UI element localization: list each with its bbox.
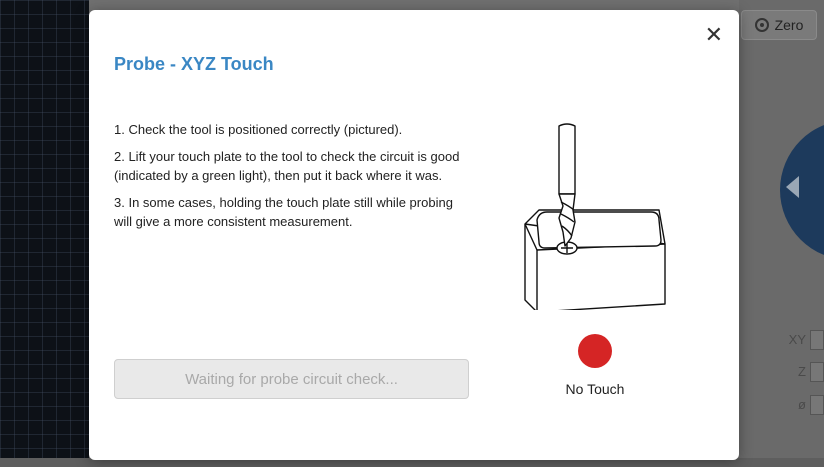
dialog-title: Probe - XYZ Touch (114, 54, 274, 74)
probe-illustration (519, 114, 669, 310)
jog-row-button[interactable] (810, 395, 824, 415)
zero-button[interactable] (741, 10, 817, 40)
target-icon (755, 18, 769, 32)
probe-dialog (89, 10, 739, 460)
instruction-step: 1. Check the tool is positioned correctly (pictured). (114, 122, 403, 137)
jog-row-label: ø (798, 397, 806, 412)
instruction-step: 2. Lift your touch plate to the tool to check the circuit is good (indicated by a green light), then put it back where it was. (114, 149, 460, 183)
jog-row-label: Z (798, 364, 806, 379)
probe-status-light (578, 334, 612, 368)
instruction-step: 3. In some cases, holding the touch plate still while probing will give a more consistent measurement. (114, 195, 453, 229)
close-icon[interactable]: ✕ (704, 22, 723, 47)
arrow-left-icon[interactable] (786, 176, 799, 198)
jog-row-button[interactable] (810, 362, 824, 382)
probe-status-text: No Touch (565, 381, 625, 397)
instructions (114, 120, 464, 239)
probe-wait-button[interactable]: Waiting for probe circuit check... (114, 359, 469, 399)
zero-button-label: Zero (774, 17, 804, 33)
visualizer-canvas[interactable] (0, 0, 89, 467)
jog-row-label: XY (788, 332, 806, 347)
jog-row-button[interactable] (810, 330, 824, 350)
